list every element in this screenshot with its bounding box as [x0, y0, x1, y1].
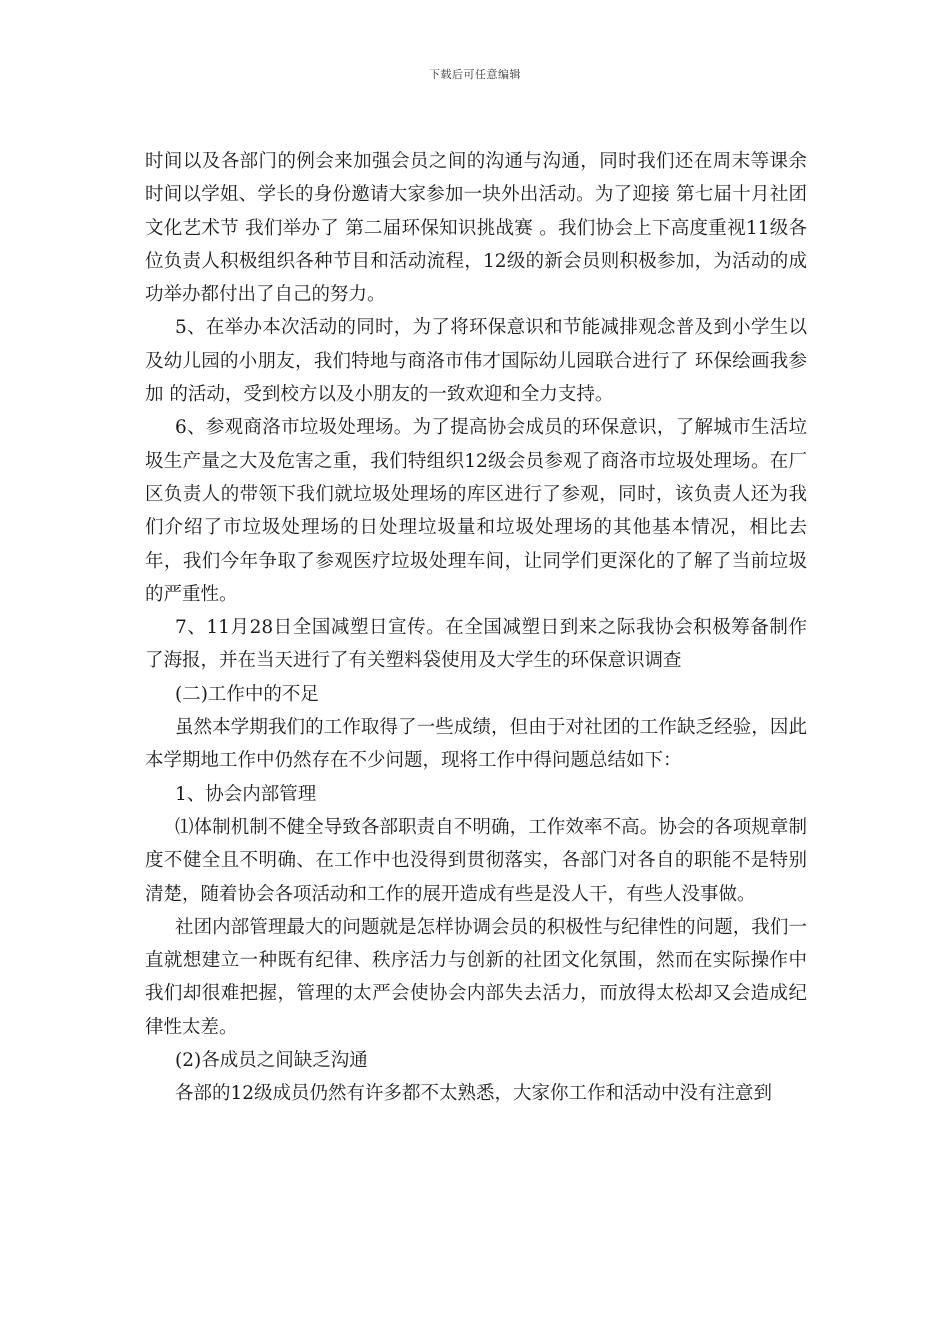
- paragraph-shortcomings-intro: 虽然本学期我们的工作取得了一些成绩，但由于对社团的工作缺乏经验，因此本学期地工作中仍然存在不少问题，现将工作中得问题总结如下：: [145, 717, 807, 772]
- paragraph-communication: 各部的12级成员仍然有许多都不太熟悉，大家你工作和活动中没有注意到: [175, 1083, 773, 1105]
- page-header: 下载后可任意编辑: [429, 68, 521, 81]
- paragraph-item-5: 5、在举办本次活动的同时，为了将环保意识和节能减排观念普及到小学生以及幼儿园的小朋友，我们特地与商洛市伟才国际幼儿园联合进行了 环保绘画我参加 的活动，受到校方以及小朋友的一致欢迎和全力支持。: [145, 317, 807, 406]
- paragraph-item-7: 7、11月28日全国减塑日宣传。在全国减塑日到来之际我协会积极筹备制作了海报，并在当天进行了有关塑料袋使用及大学生的环保意识调查: [145, 617, 807, 672]
- section-heading-shortcomings: (二)工作中的不足: [175, 683, 319, 705]
- document-body: [145, 145, 807, 1111]
- subheading-communication: (2)各成员之间缺乏沟通: [175, 1050, 368, 1072]
- paragraph-item-6: 6、参观商洛市垃圾处理场。为了提高协会成员的环保意识，了解城市生活垃圾生产量之大及危害之重，我们特组织12级会员参观了商洛市垃圾处理场。在厂区负责人的带领下我们就垃圾处理场的库区进行了参观，同时，该负责人还为我们介绍了市垃圾处理场的日处理垃圾量和垃圾处理场的其他基本情况，相比去年，我们今年争取了参观医疗垃圾处理车间，让同学们更深化的了解了当前垃圾的严重性。: [145, 417, 807, 605]
- paragraph-continuation: 时间以及各部门的例会来加强会员之间的沟通与沟通，同时我们还在周末等课余时间以学姐、学长的身份邀请大家参加一块外出活动。为了迎接 第七届十月社团文化艺术节 我们举办了 第二届环保知识挑战赛 。我们协会上下高度重视11级各位负责人积极组织各种节目和活动流程，12级的新会员则积极参加，为活动的成功举办都付出了自己的努力。: [145, 151, 807, 306]
- paragraph-management-issue: 社团内部管理最大的问题就是怎样协调会员的积极性与纪律性的问题，我们一直就想建立一种既有纪律、秩序活力与创新的社团文化氛围，然而在实际操作中我们却很难把握，管理的太严会使协会内部失去活力，而放得太松却又会造成纪律性太差。: [145, 916, 807, 1038]
- paragraph-point-1: ⑴体制机制不健全导致各部职责自不明确，工作效率不高。协会的各项规章制度不健全且不明确、在工作中也没得到贯彻落实，各部门对各自的职能不是特别清楚，随着协会各项活动和工作的展开造成有些是没人干，有些人没事做。: [145, 816, 807, 905]
- subheading-internal-management: 1、协会内部管理: [175, 783, 317, 805]
